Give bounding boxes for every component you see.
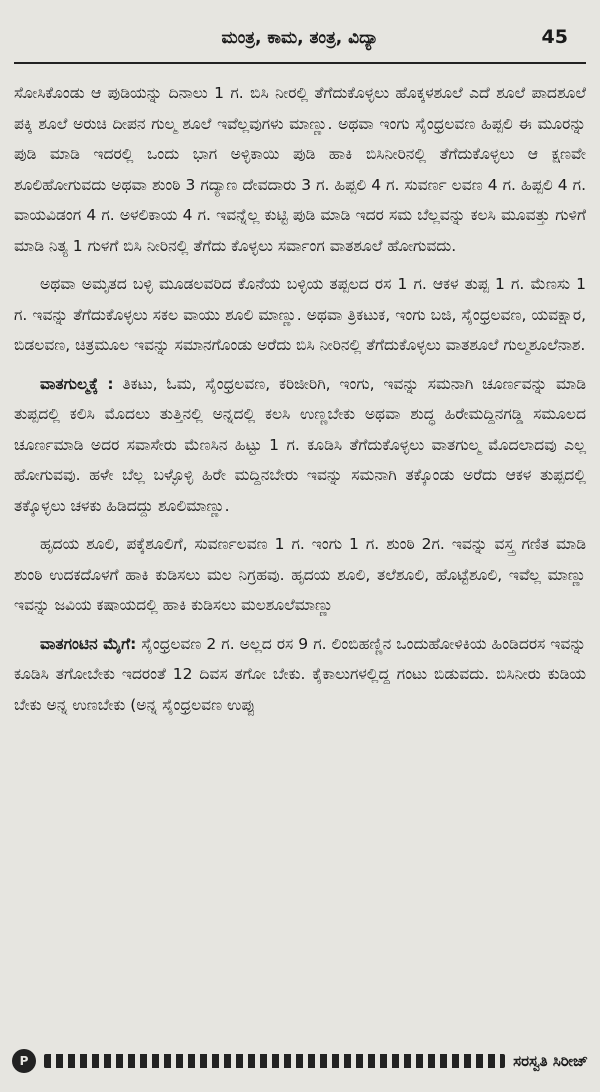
paragraph-1-text: ಸೋಸಿಕೊಂಡು ಆ ಪುಡಿಯನ್ನು ದಿನಾಲು 1 ಗ. ಬಿಸಿ ನೀರಲ್ಲಿ ತೆಗೆದುಕೊಳ್ಳಲು ಹೊಕ್ಕಳಶೂಲೆ ಎದೆ ಶೂಲೆ ಪಾದಶೂಲೆ ಪಕ್ಕಿ ಶೂಲೆ ಅರುಚಿ ದೀಪನ ಗುಲ್ಮ ಶೂಲೆ ಇವೆಲ್ಲವುಗಳು ಮಾಣ್ಣು. ಅಥವಾ ಇಂಗು ಸೈಂಧ್ರಲವಣ ಹಿಪ್ಪಲಿ ಈ ಮೂರನ್ನು ಪುಡಿ ಮಾಡಿ ಇದರಲ್ಲಿ ಒಂದು ಭಾಗ ಅಳ್ಳಿಕಾಯಿ ಪುಡಿ ಹಾಕಿ ಬಿಸಿನೀರಿನಲ್ಲಿ ತೆಗೆದುಕೊಳ್ಳಲು ಆ ಕ್ಷಣವೇ ಶೂಲಿಹೋಗುವದು ಅಥವಾ ಶುಂಠಿ 3 ಗದ್ಯಾಣ ದೇವದಾರು 3 ಗ. ಹಿಪ್ಪಲಿ 4 ಗ. ಸುವರ್ಣ ಲವಣ 4 ಗ. ಹಿಪ್ಪಲಿ 4 ಗ. ವಾಯವಿಡಂಗ 4 ಗ. ಅಳಲಿಕಾಯ 4 ಗ. ಇವನ್ನೆಲ್ಲ ಕುಟ್ಟಿ ಪುಡಿ ಮಾಡಿ ಇದರ ಸಮ ಬೆಲ್ಲವನ್ನು ಕಲಸಿ ಮೂವತ್ತು ಗುಳಿಗೆ ಮಾಡಿ ನಿತ್ಯ 1 ಗುಳಗೆ ಬಿಸಿ ನೀರಿನಲ್ಲಿ ತೆಗೆದು ಕೊಳ್ಳಲು ಸರ್ವಾಂಗ ವಾತಶೂಲೆ ಹೋಗುವದು. (14, 84, 586, 255)
page-header (0, 0, 600, 70)
paragraph-1 (14, 78, 586, 261)
header-divider (14, 62, 586, 64)
page-footer (12, 1046, 588, 1076)
publisher-logo-icon: P (12, 1049, 36, 1073)
paragraph-2 (14, 269, 586, 361)
section-heading-vatagantu: ವಾತಗಂಟಿನ ಮೈಗೆ: (40, 634, 137, 653)
paragraph-2-text: ಅಥವಾ ಅಮೃತದ ಬಳ್ಳಿ ಮೂಡಲವರಿದ ಕೊನೆಯ ಬಳ್ಳಿಯ ತಪ್ಪಲದ ರಸ 1 ಗ. ಆಕಳ ತುಪ್ಪ 1 ಗ. ಮೆಣಸು 1 ಗ. ಇವನ್ನು ತೆಗೆದುಕೊಳ್ಳಲು ಸಕಲ ವಾಯು ಶೂಲಿ ಮಾಣ್ಣು. ಅಥವಾ ತ್ರಿಕಟುಕ, ಇಂಗು ಬಜಿ, ಸೈಂಧ್ರಲವಣ, ಯವಕ್ಷಾರ, ಬಿಡಲವಣ, ಚಿತ್ರಮೂಲ ಇವನ್ನು ಸಮಾನಗೊಂಡು ಅರೆದು ಬಿಸಿ ನೀರಿನಲ್ಲಿ ತೆಗೆದುಕೊಳ್ಳಲು ವಾತಶೂಲೆ ಗುಲ್ಮಶೂಲೆನಾಶ. (14, 275, 586, 354)
series-name: ಸರಸ್ವತಿ ಸಿರೀಜ್ (513, 1052, 588, 1070)
paragraph-4-text: ಹೃದಯ ಶೂಲಿ, ಪಕ್ಕೆಶೂಲಿಗೆ, ಸುವರ್ಣಲವಣ 1 ಗ. ಇಂಗು 1 ಗ. ಶುಂಠಿ 2ಗ. ಇವನ್ನು ವಸ್ತ್ರ ಗಣಿತ ಮಾಡಿ ಶುಂಠಿ ಉದಕದೊಳಗೆ ಹಾಕಿ ಕುಡಿಸಲು ಮಲ ನಿಗ್ರಹವು. ಹೃದಯ ಶೂಲಿ, ತಲೆಶೂಲಿ, ಹೊಟ್ಟೆಶೂಲಿ, ಇವೆಲ್ಲ ಮಾಣ್ಣು ಇವನ್ನು ಜವಿಯ ಕಷಾಯದಲ್ಲಿ ಹಾಕಿ ಕುಡಿಸಲು ಮಲಶೂಲೆಮಾಣ್ಣು (14, 535, 586, 614)
running-title: ಮಂತ್ರ, ಕಾಮ, ತಂತ್ರ, ವಿದ್ಯಾ (221, 28, 379, 48)
page-body (14, 78, 586, 720)
paragraph-3-text: ತಿಕಟು, ಓಮ, ಸೈಂಧ್ರಲವಣ, ಕರಿಜೀರಿಗಿ, ಇಂಗು, ಇವನ್ನು ಸಮನಾಗಿ ಚೂರ್ಣವನ್ನು ಮಾಡಿ ತುಪ್ಪದಲ್ಲಿ ಕಲಿಸಿ ಮೊದಲು ತುತ್ತಿನಲ್ಲಿ ಅನ್ನದಲ್ಲಿ ಕಲಸಿ ಉಣ್ಣಬೇಕು ಅಥವಾ ಶುದ್ಧ ಹಿರೇಮದ್ದಿನಗಡ್ಡಿ ಸಮೂಲದ ಚೂರ್ಣಮಾಡಿ ಅದರ ಸವಾಸೇರು ಮೆಣಸಿನ ಹಿಟ್ಟು 1 ಗ. ಕೂಡಿಸಿ ತೆಗೆದುಕೊಳ್ಳಲು ವಾತಗುಲ್ಮ ಮೊದಲಾದವು ಎಲ್ಲ ಹೋಗುವವು. ಹಳೇ ಬೆಲ್ಲ ಬಳ್ಳೊಳ್ಳಿ ಹಿರೇ ಮದ್ದಿನಬೇರು ಇವನ್ನು ಸಮನಾಗಿ ತಕ್ಕೊಂಡು ಅರೆದು ಆಕಳ ತುಪ್ಪದಲ್ಲಿ ತಕ್ಕೊಳ್ಳಲು ಚಳಕು ಹಿಡಿದದ್ದು ಶೂಲಿಮಾಣ್ಣು. (14, 374, 586, 515)
paragraph-4 (14, 529, 586, 621)
paragraph-3 (14, 369, 586, 522)
ornamental-border (44, 1054, 505, 1068)
section-heading-vatagulma: ವಾತಗುಲ್ಮಕ್ಕೆ : (40, 374, 114, 393)
paragraph-5 (14, 629, 586, 721)
paragraph-5-text: ಸೈಂಧ್ರಲವಣ 2 ಗ. ಅಲ್ಲದ ರಸ 9 ಗ. ಲಿಂಬಿಹಣ್ಣಿನ ಒಂದುಹೋಳಿಕಿಯ ಹಿಂಡಿದರಸ ಇವನ್ನು ಕೂಡಿಸಿ ತಗೋಬೇಕು ಇದರಂತೆ 12 ದಿವಸ ತಗೋ ಬೇಕು. ಕೈಕಾಲುಗಳಲ್ಲಿದ್ದ ಗಂಟು ಬಿಡುವದು. ಬಿಸಿನೀರು ಕುಡಿಯ ಬೇಕು ಅನ್ನ ಉಣಬೇಕು (ಅನ್ನ ಸೈಂಧ್ರಲವಣ ಉಪ್ಪು (14, 634, 586, 714)
page-number: 45 (541, 26, 568, 48)
